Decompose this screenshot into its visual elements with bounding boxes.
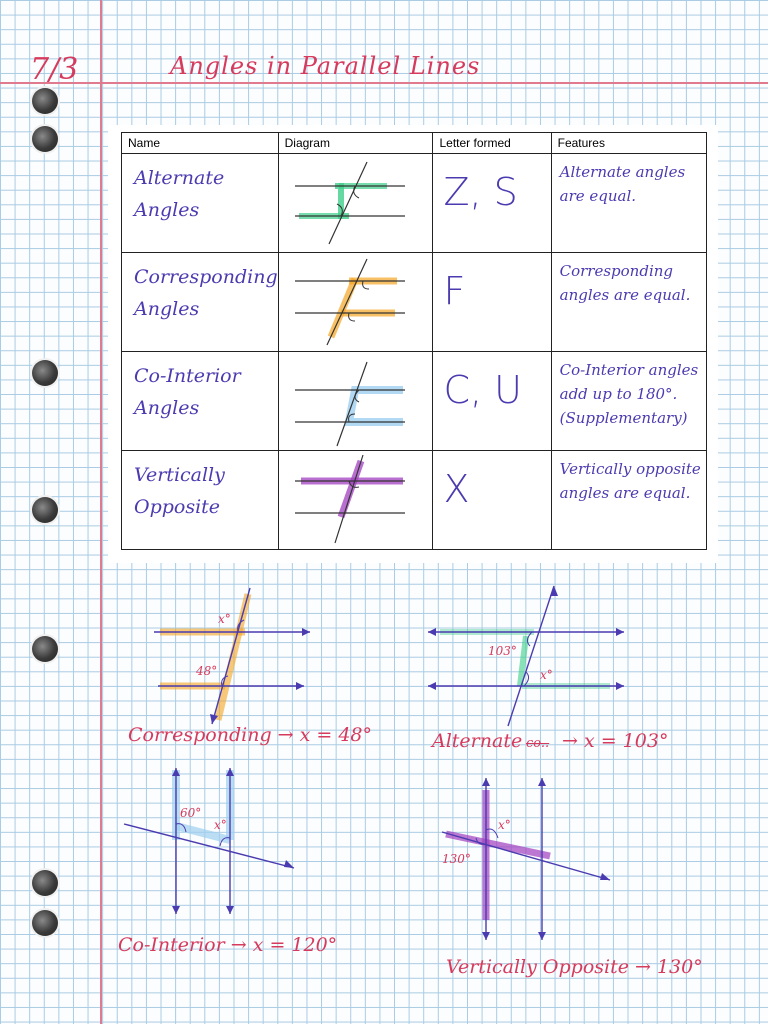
alternate-angles-diagram <box>279 154 425 252</box>
angle-name: Co-Interior Angles <box>134 365 241 419</box>
column-header: Name <box>122 133 279 154</box>
angle-given-label: 48° <box>196 664 218 678</box>
binder-hole <box>32 636 58 662</box>
column-header: Diagram <box>278 133 433 154</box>
letter-formed: X <box>443 467 470 511</box>
alternate-caption-result: → x = 103° <box>562 730 669 752</box>
margin-line <box>100 0 102 1024</box>
angle-given-label: 60° <box>180 806 202 820</box>
angle-name: Alternate Angles <box>134 167 225 221</box>
header-line <box>0 82 768 84</box>
angle-x-label: x° <box>540 668 553 682</box>
angle-x-label: x° <box>498 818 511 832</box>
vertically-opposite-caption: Vertically Opposite → 130° <box>446 956 703 978</box>
angle-feature: Co-Interior angles add up to 180°. (Supplementary) <box>559 361 699 427</box>
angle-feature: Corresponding angles are equal. <box>559 262 691 304</box>
binder-hole <box>32 870 58 896</box>
angle-feature: Vertically opposite angles are equal. <box>559 460 701 502</box>
vertically-opposite-diagram <box>279 451 425 549</box>
table-row <box>122 253 707 352</box>
co-interior-example-diagram <box>112 762 312 922</box>
table-header-row <box>122 133 707 154</box>
angle-given-label: 130° <box>442 852 471 866</box>
column-header: Letter formed <box>433 133 551 154</box>
binder-hole <box>32 910 58 936</box>
binder-hole <box>32 126 58 152</box>
angle-given-label: 103° <box>488 644 517 658</box>
angle-feature: Alternate angles are equal. <box>559 163 686 205</box>
binder-hole <box>32 497 58 523</box>
table-row <box>122 154 707 253</box>
page-title: Angles in Parallel Lines <box>170 52 481 80</box>
angle-x-label: x° <box>218 612 231 626</box>
alternate-example-diagram <box>420 580 640 730</box>
page-date: 7/3 <box>30 52 79 87</box>
co-interior-angles-diagram <box>279 352 425 450</box>
table-row <box>122 352 707 451</box>
corresponding-caption: Corresponding → x = 48° <box>128 724 373 746</box>
alternate-caption-label: Alternate <box>432 730 523 752</box>
corresponding-angles-diagram <box>279 253 425 351</box>
letter-formed: F <box>443 269 466 313</box>
binder-hole <box>32 360 58 386</box>
binder-hole <box>32 88 58 114</box>
column-header: Features <box>551 133 706 154</box>
table-row <box>122 451 707 550</box>
angle-name: Vertically Opposite <box>134 464 225 518</box>
angle-x-label: x° <box>214 818 227 832</box>
corresponding-example-diagram <box>140 580 340 730</box>
angle-name: Corresponding Angles <box>134 266 278 320</box>
letter-formed: Z, S <box>443 170 518 214</box>
struck-out-text: co.. <box>526 736 550 751</box>
co-interior-caption: Co-Interior → x = 120° <box>118 934 338 956</box>
letter-formed: C, U <box>443 368 522 412</box>
angle-types-table <box>121 132 707 550</box>
